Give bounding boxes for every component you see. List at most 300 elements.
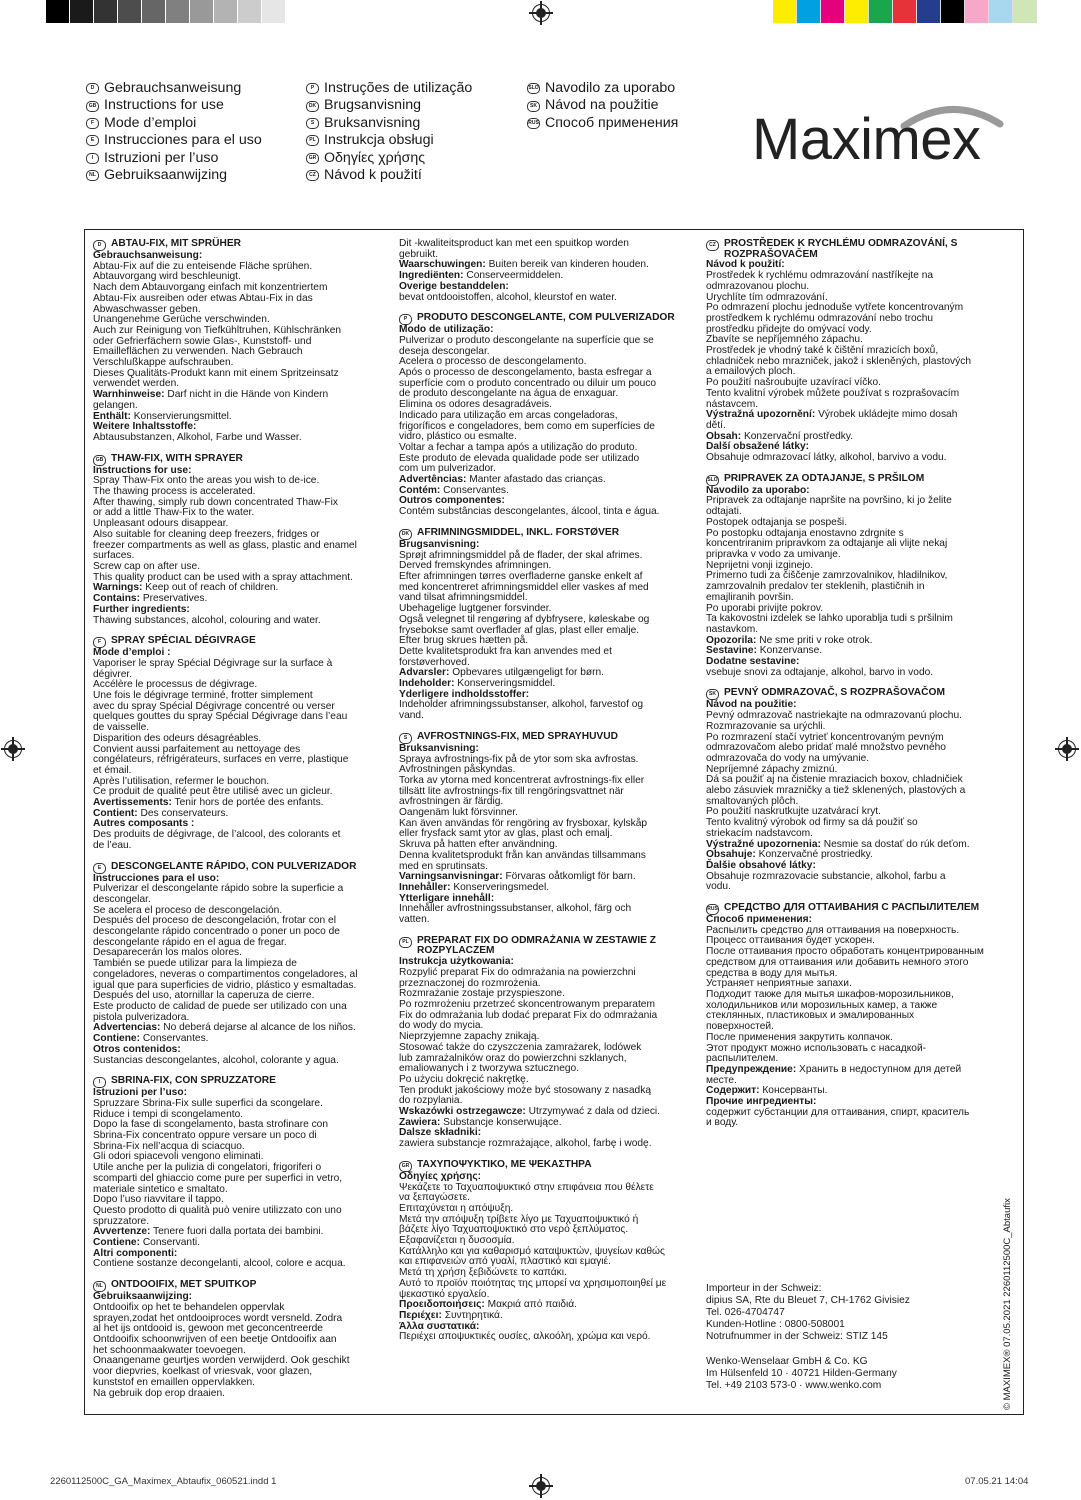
text-line: Unangenehme Gerüche verschwinden. [93,314,270,326]
footer-date: 07.05.21 14:04 [965,1476,1029,1487]
color-swatch [286,0,310,23]
text-line: Abtau-Fix ausreiben oder etwas Abtau-Fix in das [93,292,313,304]
text-line: gebruikt. [399,248,439,260]
text-line: Предупреждение: Хранить в недоступном для детей [706,1063,962,1075]
country-code-icon: I [86,153,99,164]
bold-label: Gebrauchsanweisung: [93,250,203,261]
color-swatch [94,0,118,23]
text-line: Prostředek je vhodný také k čištění mrazicích boxů, [706,345,939,357]
text-line: Ce produit de qualité peut être utilisé avec un gicleur. [93,786,333,798]
text-line: quelques gouttes du spray Spécial Dégivrage dans l’eau [93,711,348,723]
text-line: Pevný odmrazovač nastriekajte na odmrazovanú plochu. [706,710,962,722]
bold-label: Advertências: [399,474,467,486]
text-line [399,744,683,755]
text-line: Utile anche per la pulizia di congelatori, frigoriferi o [93,1162,322,1174]
color-swatch [142,0,166,23]
text-line: Wskazówki ostrzegawcze: Utrzymywać z dala od dzieci. [399,1106,661,1118]
language-label: Návod na použitie [545,97,659,114]
bold-label: Ytterligare innehåll: [399,892,495,904]
country-code-icon: GB [93,455,106,466]
bold-label: Содержит: [706,1085,760,1097]
text-line: Thawing substances, alcohol, colouring and water. [93,614,321,626]
text-line: Po użyciu dokręcić nakrętkę. [399,1073,529,1085]
country-code-icon: E [86,135,99,146]
text-line: Rozpylić preparat Fix do odmrażania na powierzchni [399,966,636,978]
country-code-icon: S [306,118,319,129]
registration-mark-right [1058,740,1076,758]
country-code-icon: GB [86,101,99,112]
language-entry [306,80,472,97]
text-line: scomparti del ghiaccio come pure per superfici in vetro, [93,1172,343,1184]
color-swatch [166,0,190,23]
text-line: Ubehagelige lugtgener forsvinder. [399,603,552,615]
text-line: pistola pulverizadora. [93,1011,190,1023]
text-line: descongelante rápido concentrado o poner un poco de [93,926,340,938]
text-line: odmrazovanou plochu. [706,280,810,292]
text-line: Varningsanvisningar: Förvaras oåtkomligt för barn. [399,871,636,883]
text-line: Efter brug skrues hætten på. [399,635,529,647]
text-line: Процесс оттаивания будет ускорен. [706,935,875,947]
text-line: Indeholder: Konserveringsmiddel. [399,678,556,690]
text-line: alebo zásuviek mrazničky a tiež sklenených, plastových a [706,785,966,797]
bold-label: Warnings: [93,582,143,594]
text-line: стеклянных, пластиковых и эмалированных [706,1010,915,1022]
text-line: surfaces. [93,550,135,562]
color-calibration-bar [773,0,1037,24]
text-line: do wody do mycia. [399,1020,484,1032]
text-line: Se acelera el proceso de descongelación. [93,904,283,916]
text-line: Nieprzyjemne zapachy znikają. [399,1031,540,1043]
text-line: Contém substâncias descongelantes, álcool, tinta e água. [399,506,660,518]
text-line [93,605,377,616]
text-line: Po odmrazení plochu jednoduše vytřete koncentrovaným [706,302,964,314]
text-line: Este producto de calidad de puede ser utilizado con una [93,1001,347,1012]
text-line: Κατάλληλο και για καθαρισμό καταψυκτών, ψυγείων καθώς [399,1245,665,1257]
language-section [93,1280,377,1399]
section-title: DESCONGELANTE RÁPIDO, CON PULVERIZADOR [111,860,357,872]
bold-label: Obsahuje: [706,849,756,861]
text-line: frigoríficos e congeladores, bem como em superfícies de [399,420,655,432]
language-label: Navodilo za uporabo [545,80,676,96]
text-line: dégivrer. [93,668,133,680]
text-column-3 [706,239,990,1139]
text-line: Neprijetni vonji izginejo. [706,559,814,571]
text-line: Abtau-Fix auf die zu enteisende Fläche sprühen. [93,260,313,272]
text-line: igual que para superficies de vidrio, plástico y esmaltadas. [93,979,357,991]
bold-label: Instructions for use: [93,464,192,476]
text-line: de produto descongelante na água de enxaguar. [399,388,619,400]
section-title: PRIPRAVEK ZA ODTAJANJE, S PRŠILOM [724,472,925,484]
color-swatch [965,0,989,23]
text-line: Sbrina-Fix nell’acqua di sciacquo. [93,1140,245,1152]
text-line: Ten produkt jakościowy może być stosowany z nasadką [399,1084,651,1096]
text-line: het schoonmaakwater toevoegen. [93,1344,246,1356]
language-entry [86,80,262,97]
text-line: avfrostningen är färdig. [399,796,504,808]
text-line: deseja descongelar. [399,345,490,357]
text-line: Stosować także do czyszczenia zamrażarek, lodówek [399,1041,642,1053]
text-line [399,282,683,293]
language-list-3 [527,80,678,132]
bold-label: Предупреждение: [706,1063,797,1075]
text-line: Ψεκάζετε το Ταχυαποψυκτικό στην επιφάνεια που θέλετε [399,1181,654,1193]
text-line: Also suitable for cleaning deep freezers, fridges or [93,528,320,540]
text-line: The thawing process is accelerated. [93,486,256,498]
text-line: Επιταχύνεται η απόψυξη. [399,1202,514,1214]
text-line: Zbavíte se nepříjemného zápachu. [706,334,863,346]
language-entry [86,132,262,149]
country-code-icon: SLO [527,83,540,94]
text-line: Abtauvorgang wird beschleunigt. [93,271,241,283]
text-line: forstøverhoved. [399,656,470,668]
color-swatch [893,0,917,23]
language-entry [527,115,678,132]
text-line: Μετά τη χρήση ξεβιδώνετε το καπάκι. [399,1267,567,1279]
country-code-icon: P [399,314,412,325]
text-line: Spraya avfrostnings-fix på de ytor som ska avfrostas. [399,753,639,765]
text-line: Después del uso, atornillar la caperuza de cierre. [93,990,315,1002]
text-column-2 [399,239,683,1353]
text-line: zamrzovalnih predalov ter steklenih, plastičnih in [706,581,925,593]
bold-label: Dodatne sestavine: [706,656,800,668]
section-heading [399,936,683,957]
language-label: Gebrauchsanweisung [104,80,242,96]
text-line: Questo prodotto di qualità può venire utilizzato con uno [93,1204,342,1216]
text-line: emaliowanych i z tworzywa sztucznego. [399,1063,580,1075]
text-line: Primerno tudi za čiščenje zamrzovalnikov, hladilnikov, [706,570,948,582]
bold-label: Avertissements: [93,797,172,809]
text-line: Obsahuje: Konzervačné prostriedky. [706,849,873,861]
language-section [93,239,377,444]
text-line: odmrazovačom alebo pridať malé množstvo pevného [706,742,946,754]
text-line: Indicado para utilização em arcas congeladoras, [399,409,618,421]
country-code-icon: DK [399,529,412,540]
bold-label: Návod na použitie: [706,699,797,711]
text-line: Advarsler: Opbevares utilgængeligt for børn. [399,667,604,679]
text-line: Advertencias: No deberá dejarse al alcance de los niños. [93,1022,356,1034]
bold-label: Contiene: [93,1033,140,1045]
text-line: kunststof en emaillen oppervlakken. [93,1376,255,1388]
text-line [399,1172,683,1183]
section-title: ΤΑΧΥΠΟΨΥΚΤΙΚΟ, ΜΕ ΨΕΚΑΣΤΗΡΑ [417,1158,592,1170]
text-line: Pulverizar o produto descongelante na superfície que se [399,334,654,346]
language-label: Brugsanvisning [324,97,422,114]
language-label: Οδηγίες χρήσης [324,149,426,166]
language-entry [86,150,262,167]
text-line: sprayen,zodat het ontdooiproces wordt versneld. Zodra [93,1312,343,1324]
color-swatch [941,0,965,23]
color-swatch [821,0,845,23]
text-line: Des produits de dégivrage, de l’alcool, des colorants et [93,829,341,841]
bold-label: Outros componentes: [399,495,505,507]
bold-label: Autres composants : [93,818,195,830]
country-code-icon: DK [306,101,319,112]
bold-label: Sestavine: [706,645,757,657]
color-swatch [869,0,893,23]
text-line: Ta kakovostni izdelek se lahko uporablja tudi s pršilnim [706,613,953,625]
registration-mark-left [4,740,22,758]
text-line: Skruva på hatten efter användning. [399,839,558,851]
text-line: También se puede utilizar para la limpieza de [93,958,297,970]
text-line: поверхностей. [706,1021,774,1033]
text-line: Po použití našroubujte uzavírací víčko. [706,377,881,389]
importer-line: Importeur in der Schweiz: [706,1283,822,1294]
language-section [93,636,377,851]
country-code-icon: CZ [706,240,719,251]
country-code-icon: F [93,637,106,648]
text-line: Riduce i tempi di scongelamento. [93,1108,244,1120]
text-line: Подходит также для мытья шкафов-морозильников, [706,989,954,1000]
bold-label: Návod k použití: [706,259,785,271]
bold-label: Άλλα συστατικά: [399,1320,480,1332]
text-line: freezer compartments as well as glass, plastic and enamel [93,539,357,551]
language-label: Instruções de utilização [324,80,473,96]
bold-label: Περιέχει: [399,1309,442,1321]
language-section [399,313,683,518]
text-line: Torka av ytorna med koncentrerat avfrostnings-fix eller [399,774,645,786]
text-line: vand. [399,710,424,722]
text-line: vodu. [706,881,731,893]
text-line: Enthält: Konservierungsmittel. [93,410,232,422]
text-line: Spray Thaw-Fix onto the areas you wish to de-ice. [93,475,320,487]
text-line: Este produto de elevada qualidade pode ser utilizado [399,452,640,464]
text-line: Contient: Des conservateurs. [93,807,229,819]
text-line: Después del proceso de descongelación, frotar con el [93,915,336,927]
text-line: Desaparecerán los malos olores. [93,947,242,959]
text-line: Μετά την απόψυξη τρίβετε λίγο με Ταχυαποψυκτικό ή [399,1213,639,1225]
text-line: de l’eau. [93,839,132,851]
country-code-icon: D [93,240,106,251]
section-title: СРЕДСТВО ДЛЯ ОТТАИВАНИЯ С РАСПЫЛИТЕЛЕМ [724,902,980,914]
bold-label: Further ingredients: [93,603,190,615]
country-code-icon: SK [706,689,719,700]
bold-label: Obsah: [706,430,742,442]
text-line: Denna kvalitetsprodukt från kan användas tillsammans [399,849,646,861]
language-entry [86,115,262,132]
country-code-icon: RUS [706,904,719,915]
text-line: vidro, plástico ou esmalte. [399,431,517,443]
language-section [706,903,990,1129]
bold-label: Varningsanvisningar: [399,871,503,883]
text-line: Po uporabi privijte pokrov. [706,602,824,614]
copyright-line: © MAXIMEX® 07.05.2021 2260112500C_Abtaufix [1002,1198,1013,1410]
text-line: congélateurs, réfrigérateurs, surfaces en verre, plastique [93,754,349,766]
text-line: Waarschuwingen: Buiten bereik van kinderen houden. [399,259,649,271]
text-line: Výstražná upozornění: Výrobek ukládejte mimo dosah [706,409,958,421]
color-swatch [118,0,142,23]
text-line: Προειδοποιήσεις: Μακριά από παιδιά. [399,1299,577,1311]
language-entry [306,150,472,167]
text-line: chladniček nebo mrazniček, jakož i skleněných, plastových [706,355,972,367]
language-entry [306,115,472,132]
language-label: Návod k použití [324,167,422,184]
importer-line [706,1343,996,1355]
text-line: холодильников или морозильных камер, а также [706,999,938,1011]
bold-label: Výstražné upozornenia: [706,838,821,850]
bold-label: Οδηγίες χρήσης: [399,1170,482,1182]
language-section [399,732,683,926]
country-code-icon: E [93,863,106,874]
text-line: et émail. [93,764,132,776]
text-line: vand tilsat afrimningsmiddel. [399,592,528,604]
text-line: Ingrediënten: Conserveermiddelen. [399,270,564,282]
bold-label: Altri componenti: [93,1247,178,1259]
text-line: Après l’utilisation, refermer le bouchon. [93,775,270,787]
text-line: pripravka v vodo za umivanje. [706,548,841,560]
bold-label: Mode d’emploi : [93,647,171,659]
color-swatch [46,0,70,23]
text-line: ψεκαστικό εργαλείο. [399,1288,490,1300]
color-swatch [214,0,238,23]
section-title: PROSTŘEDEK K RYCHLÉMU ODMRAZOVÁNÍ, S ROZPRAŠOVAČEM [724,238,958,260]
text-line: Også velegnet til rengøring af dybfrysere, køleskabe og [399,613,650,625]
language-entry [527,97,678,114]
text-line: Opozorila: Ne sme priti v roke otrok. [706,634,873,646]
text-line: Contiene: Conservanti. [93,1237,201,1249]
text-line: βάζετε λίγο Ταχυαποψυκτικό στο νερό ξεπλύματος. [399,1224,629,1236]
language-label: Istruzioni per l’uso [104,149,219,166]
language-label: Instrukcja obsługi [324,132,434,149]
text-line: Распылить средство для оттаивания на поверхность. [706,924,960,936]
text-line: Innehåller: Konserveringsmedel. [399,881,550,893]
text-line [399,540,683,551]
text-line: eller frysfack samt ytor av glas, plast och emalj. [399,828,613,840]
text-line: do rozpylania. [399,1095,463,1107]
text-line: Dieses Qualitäts-Produkt kann mit einem Spritzeinsatz [93,367,339,379]
bold-label: Warnhinweise: [93,389,165,401]
importer-line: Notrufnummer in der Schweiz: STIZ 145 [706,1331,888,1343]
text-line: Na gebruik dop erop draaien. [93,1387,225,1399]
language-entry [306,167,472,184]
section-title: SBRINA-FIX, CON SPRUZZATORE [111,1075,276,1087]
text-line: содержит субстанции для оттаивания, спирт, краситель [706,1106,970,1118]
text-line: Indeholder afrimningssubstanser, alkohol, farvestof og [399,699,644,711]
color-swatch [845,0,869,23]
language-label: Instrucciones para el uso [104,132,262,149]
text-line: Onaangename geurtjes worden verwijderd. Ook geschikt [93,1355,350,1367]
text-line: Screw cap on after use. [93,560,201,572]
bold-label: Avvertenze: [93,1226,151,1238]
text-line: Contiene: Conservantes. [93,1033,209,1045]
text-line: frysebokse samt overflader af glas, plast eller emalje. [399,624,640,636]
text-line: Rozmrażanie zostaje przyspieszone. [399,988,565,1000]
text-line: striekacím nadstavcom. [706,827,814,839]
country-code-icon: PL [306,135,319,146]
text-line: Sustancias descongelantes, alcohol, colorante y agua. [93,1054,339,1066]
text-line: oder Gefrierfächern sowie Glas-, Kunststoff- und [93,335,312,347]
bold-label: Advarsler: [399,667,450,679]
text-line: Περιέχει: Συντηρητικά. [399,1309,503,1321]
bold-label: Bruksanvisning: [399,742,479,754]
color-swatch [262,0,286,23]
text-line: Περιέχει αποψυκτικές ουσίες, αλκοόλη, χρώμα και νερό. [399,1331,651,1343]
bold-label: Advertencias: [93,1022,161,1034]
bold-label: Ďalšie obsahové látky: [706,859,816,871]
text-line: Avfrostningen påskyndas. [399,764,516,776]
text-line: bevat ontdooistoffen, alcohol, kleurstof en water. [399,291,617,303]
bold-label: Προειδοποιήσεις: [399,1299,485,1311]
text-line: vsebuje snovi za odtajanje, alkohol, barvo in vodo. [706,666,934,678]
text-line: Avvertenze: Tenere fuori dalla portata dei bambini. [93,1226,324,1238]
text-line: Po rozmrazení stačí vytrieť koncentrovaným pevným [706,731,944,743]
text-line: Unpleasant odours disappear. [93,518,229,530]
text-line: Содержит: Консерванты. [706,1085,828,1097]
bold-label: Zawiera: [399,1116,441,1128]
text-line: Ontdooifix schoonwrijven of een beetje Ontdooifix aan [93,1333,337,1345]
country-code-icon: NL [93,1281,106,1292]
color-swatch [70,0,94,23]
text-line: Sbrina-Fix concentrato oppure versare un poco di [93,1130,317,1142]
importer-line: Kunden-Hotline : 0800-508001 [706,1319,845,1331]
language-section [399,239,683,303]
text-line: Warnhinweise: Darf nicht in die Hände von Kindern [93,389,329,401]
bold-label: Další obsažené látky: [706,441,810,453]
text-line: com um pulverizador. [399,463,496,475]
text-line: Avertissements: Tenir hors de portée des enfants. [93,797,324,809]
bold-label: Gebruiksaanwijzing: [93,1291,193,1303]
text-line: Acelera o processo de descongelamento. [399,356,587,368]
bold-label: Istruzioni per l’uso: [93,1087,187,1099]
language-entry [306,97,472,114]
text-line: or add a little Thaw-Fix to the water. [93,507,255,519]
text-line: Spruzzare Sbrina-Fix sulle superfici da scongelare. [93,1097,323,1109]
color-swatch [917,0,941,23]
text-line: средства в воду для мытья. [706,967,838,979]
text-line: This quality product can be used with a spray attachment. [93,571,353,583]
text-line: emajliranih površin. [706,591,794,603]
text-line: Abwaschwasser geben. [93,303,201,315]
language-section [399,936,683,1150]
text-line: przeznaczonej do rozmrożenia. [399,977,541,989]
language-section [93,862,377,1067]
bold-label: Enthält: [93,410,131,422]
color-swatch [238,0,262,23]
text-line: Após o processo de descongelamento, basta esfregar a [399,367,652,379]
text-line: να ξεπαγώσετε. [399,1192,470,1204]
text-line: Urychlíte tím odmrazování. [706,291,828,303]
text-line: Kan även användas för rengöring av frysboxar, kylskåp [399,817,648,829]
text-line: de vaisselle. [93,722,150,734]
text-line: Elimina os odores desagradáveis. [399,399,552,411]
text-line: congeladores, neveras o compartimentos congeladores, al [93,968,358,980]
language-list-2 [306,80,472,184]
importer-line: Tel. 026-4704747 [706,1307,785,1319]
language-section [399,528,683,722]
bold-label: Ingrediënten: [399,270,464,282]
color-swatch [989,0,1013,23]
text-line: lub zamrażalników oraz do powierzchni szklanych, [399,1052,627,1064]
color-swatch [797,0,821,23]
text-line: superfície com o produto concentrado ou diluir um pouco [399,377,657,389]
text-line: Tento kvalitní výrobek můžete používat s rozprašovacím [706,387,960,399]
language-section [399,1160,683,1343]
section-title: PEVNÝ ODMRAZOVAČ, S ROZPRAŠOVAČOM [724,687,945,699]
section-title: PRODUTO DESCONGELANTE, COM PULVERIZADOR [417,312,675,324]
importer-line: Tel. +49 2103 573-0 · www.wenko.com [706,1379,882,1391]
text-line: Pripravek za odtajanje napršite na površino, ki jo želite [706,495,952,507]
footer-file-name: 2260112500C_GA_Maximex_Abtaufix_060521.indd 1 [50,1476,277,1487]
text-line: После оттаивания просто обработать концентрированным [706,946,984,958]
registration-mark-bottom [532,1477,550,1495]
text-line: Zawiera: Substancje konserwujące. [399,1116,562,1128]
language-entry [86,97,262,114]
country-code-icon: S [399,733,412,744]
section-title: SPRAY SPÉCIAL DÉGIVRAGE [111,635,256,647]
text-line: распылителем. [706,1053,779,1065]
text-line: voor diepvries, koelkast of vriesvak, voor glazen, [93,1366,313,1378]
text-line [93,1045,377,1056]
country-code-icon: PL [399,937,412,948]
